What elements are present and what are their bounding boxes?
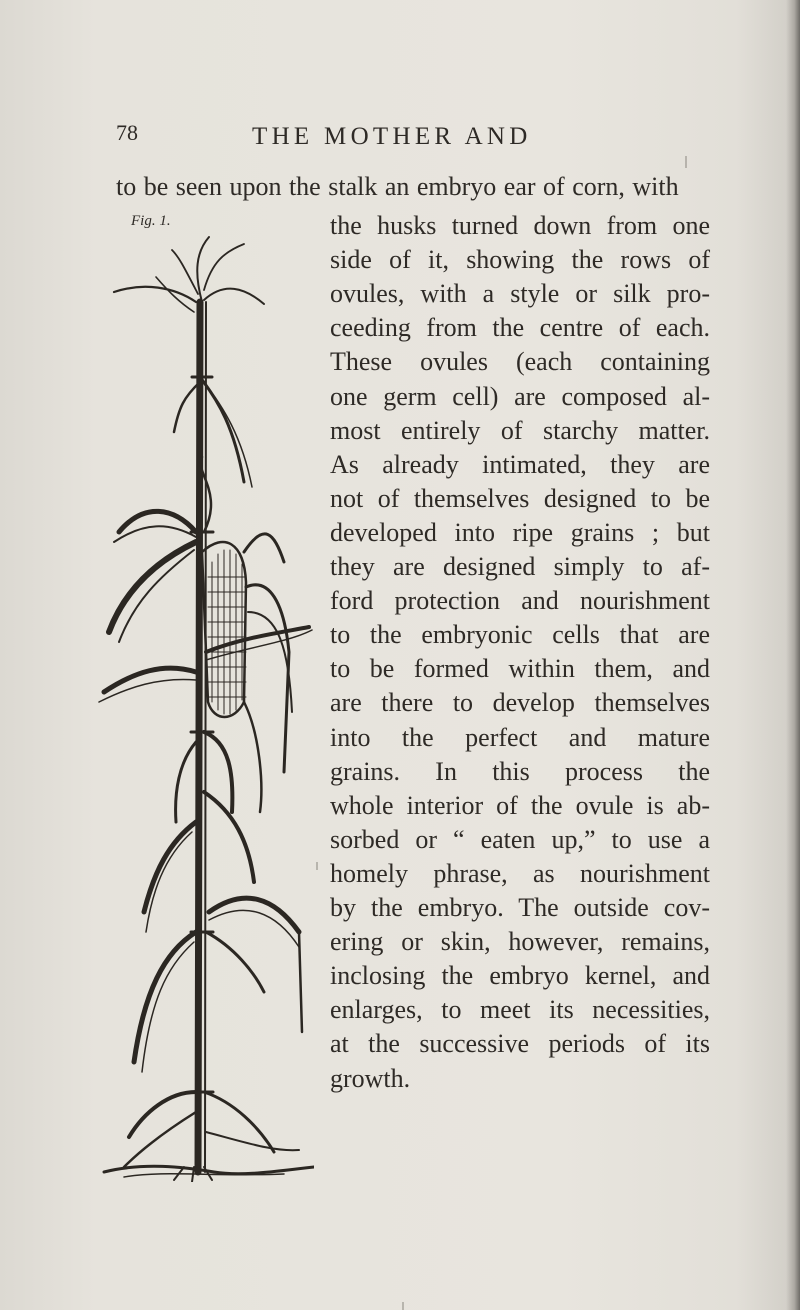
text-line: developed into ripe grains ; but: [330, 517, 710, 547]
page-edge-shadow: [786, 0, 800, 1310]
text-line: ceeding from the centre of each.: [330, 313, 710, 343]
text-line: inclosing the embryo kernel, and: [330, 961, 710, 991]
text-line: These ovules (each containing: [330, 347, 710, 377]
text-line: sorbed or “ eaten up,” to use a: [330, 824, 710, 854]
text-line: homely phrase, as nourishment: [330, 858, 710, 888]
text-line: the husks turned down from one: [330, 211, 710, 240]
text-line: to be formed within them, and: [330, 654, 710, 684]
text-line: ering or skin, however, remains,: [330, 927, 710, 957]
page-number: 78: [116, 120, 138, 145]
text-line: they are designed simply to af-: [330, 552, 710, 581]
text-line: grains. In this process the: [330, 756, 710, 786]
text-line: at the successive periods of its: [330, 1029, 710, 1059]
paper-speck: [316, 862, 318, 870]
text-line: enlarges, to meet its necessities,: [330, 995, 710, 1025]
text-line: most entirely of starchy matter.: [330, 415, 710, 445]
running-head: THE MOTHER AND: [252, 123, 532, 150]
text-line: As already intimated, they are: [330, 449, 710, 479]
text-line: whole interior of the ovule is ab-: [330, 790, 710, 820]
corn-stalk-illustration-icon: [84, 232, 314, 1182]
text-line: growth.: [330, 1063, 411, 1093]
text-line: one germ cell) are composed al-: [330, 381, 710, 411]
text-line: ford protection and nourishment: [330, 586, 710, 616]
paper-speck: [402, 1302, 404, 1310]
text-line: to the embryonic cells that are: [330, 620, 710, 650]
text-line: not of themselves designed to be: [330, 483, 710, 513]
text-line: side of it, showing the rows of: [330, 245, 710, 275]
figure-label: Fig. 1.: [131, 213, 171, 229]
text-line-first: to be seen upon the stalk an embryo ear of corn, with: [116, 172, 679, 201]
text-line: ovules, with a style or silk pro-: [330, 279, 710, 309]
paper-speck: [685, 156, 687, 168]
text-line: by the embryo. The outside cov-: [330, 893, 710, 922]
text-line: are there to develop themselves: [330, 688, 710, 718]
text-line: into the perfect and mature: [330, 722, 710, 752]
